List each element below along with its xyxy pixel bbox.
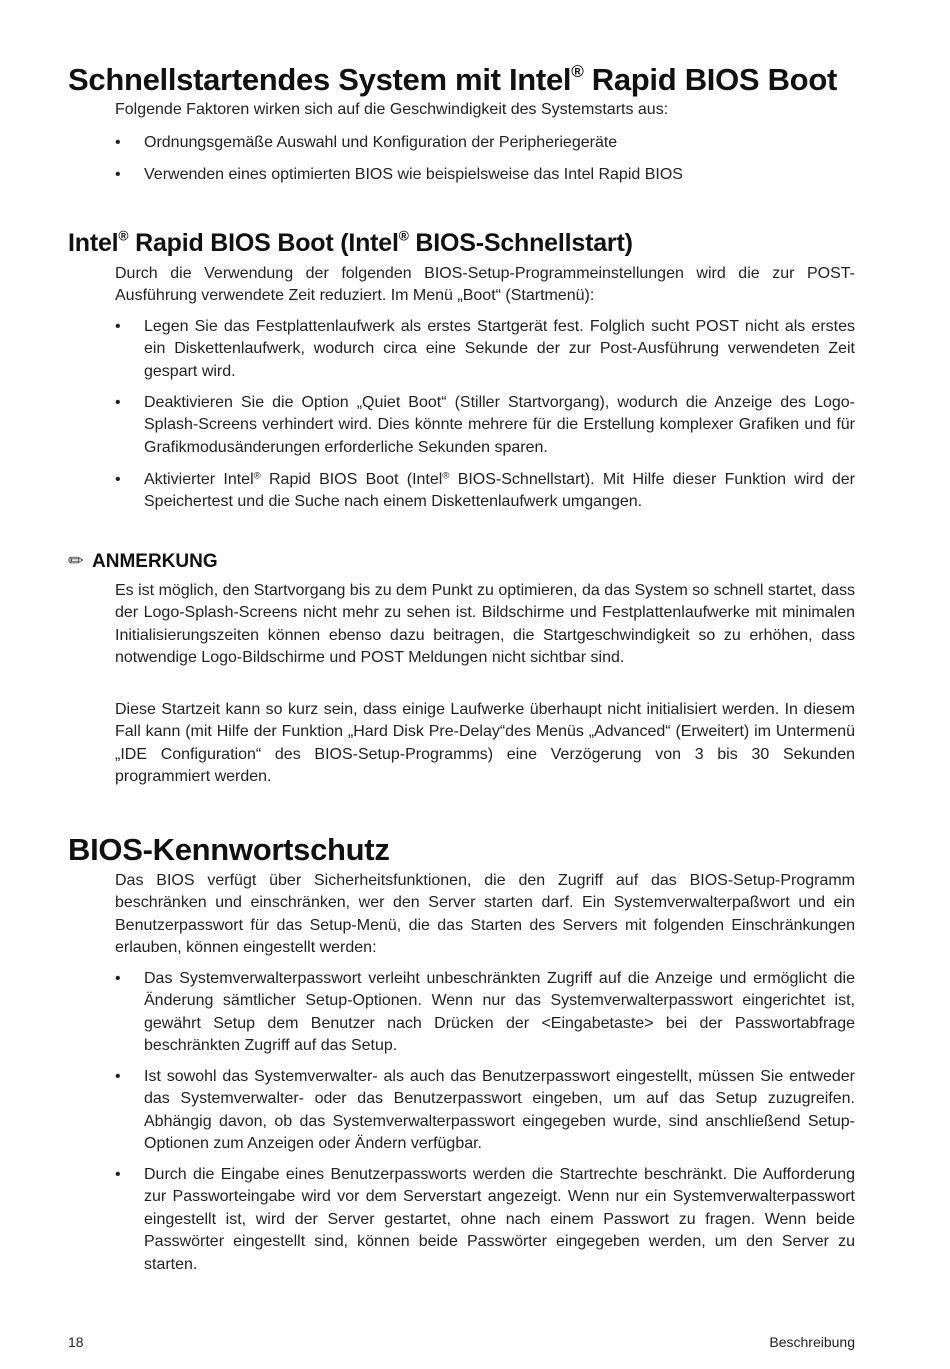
note-heading bbox=[68, 550, 218, 573]
list-item-text: Verwenden eines optimierten BIOS wie beispielsweise das Intel Rapid BIOS bbox=[144, 166, 683, 183]
heading-text: Schnellstartendes System mit Intel bbox=[68, 62, 572, 97]
registered-mark: ® bbox=[442, 470, 450, 482]
heading-text: Rapid BIOS Boot bbox=[583, 62, 837, 97]
bullet-marker: • bbox=[115, 318, 121, 335]
list-item bbox=[115, 469, 855, 514]
heading-text: Rapid BIOS Boot (Intel bbox=[128, 229, 399, 257]
page-number: 18 bbox=[68, 1334, 84, 1350]
text-run: Aktivierter Intel bbox=[144, 471, 254, 488]
list-item-text: Durch die Eingabe eines Benutzerpassworts werden die Startrechte beschränkt. Die Aufforderung zur Passworteingabe wird vor dem Serverstart angezeigt. Wenn nur ein Systemverwalterpasswort eingestellt ist, wird der Server gestartet, ohne nach einem Passwort zu fragen. Wenn beide Passwörter eingestellt sind, können beide Passwörter eingegeben werden, um den Server zu starten. bbox=[144, 1166, 855, 1273]
pencil-icon: ✏ bbox=[68, 551, 84, 572]
heading-text: BIOS-Schnellstart) bbox=[408, 229, 633, 257]
section-heading-fast-boot bbox=[68, 62, 837, 98]
bullet-marker: • bbox=[115, 394, 121, 411]
section-heading-rapid-bios-boot bbox=[68, 229, 633, 258]
list-item bbox=[115, 968, 855, 1058]
section-heading-bios-password: BIOS-Kennwortschutz bbox=[68, 832, 390, 867]
registered-mark: ® bbox=[118, 228, 129, 244]
list-item-text: Ist sowohl das Systemverwalter- als auch das Benutzerpasswort eingestellt, müssen Sie entweder das Systemverwalter- oder das Benutzerpasswort eingeben, um auf das Setup zuzugreifen. Abhängig davon, ob das Systemverwalterpasswort eingegeben wurde, sind anschließend Setup-Optionen zum Anzeigen oder Ändern verfügbar. bbox=[144, 1068, 855, 1153]
list-item-text: Legen Sie das Festplattenlaufwerk als erstes Startgerät fest. Folglich sucht POST nicht als erstes ein Diskettenlaufwerk, wodurch circa eine Sekunde der zur Post-Ausführung verwendeten Zeit gespart wird. bbox=[144, 318, 855, 380]
heading-text: Intel bbox=[68, 229, 119, 257]
list-item bbox=[115, 1164, 855, 1276]
text-run: BIOS-Schnellstart). Mit Hilfe dieser Funktion wird der Speichertest und die Suche nach einem Diskettenlaufwerk umgangen. bbox=[144, 471, 855, 511]
note-title: ANMERKUNG bbox=[92, 551, 218, 572]
bullet-marker: • bbox=[115, 166, 121, 183]
list-item-text bbox=[144, 469, 855, 514]
list-item-text: Ordnungsgemäße Auswahl und Konfiguration der Peripheriegeräte bbox=[144, 134, 618, 151]
list-item-text: Deaktivieren Sie die Option „Quiet Boot“ (Stiller Startvorgang), wodurch die Anzeige des Logo-Splash-Screens verhindert wird. Dies könnte mehrere für die Erstellung komplexer Grafiken und für Grafikmodusänderungen erforderliche Sekunden sparen. bbox=[144, 394, 855, 456]
note-paragraph-1: Es ist möglich, den Startvorgang bis zu dem Punkt zu optimieren, da das System so schnell startet, dass der Logo-Splash-Screens nicht mehr zu sehen ist. Bildschirme und Festplattenlaufwerke mit minimalen Initialisierungszeiten können ebenso dazu beitragen, die Startgeschwindigkeit so zu erhöhen, dass notwendige Logo-Bildschirme und POST Meldungen nicht sichtbar sind. bbox=[115, 582, 855, 667]
list-item bbox=[115, 132, 855, 154]
section1-intro: Folgende Faktoren wirken sich auf die Geschwindigkeit des Systemstarts aus: bbox=[115, 101, 669, 118]
registered-mark: ® bbox=[571, 62, 584, 82]
text-run: Rapid BIOS Boot (Intel bbox=[260, 471, 443, 488]
bullet-marker: • bbox=[115, 1068, 121, 1085]
bullet-marker: • bbox=[115, 970, 121, 987]
registered-mark: ® bbox=[253, 470, 261, 482]
list-item bbox=[115, 392, 855, 459]
bullet-marker: • bbox=[115, 471, 121, 488]
list-item bbox=[115, 164, 855, 186]
list-item bbox=[115, 1066, 855, 1156]
section2-intro: Durch die Verwendung der folgenden BIOS-Setup-Programmeinstellungen wird die zur POST-Ausführung verwendete Zeit reduziert. Im Menü „Boot“ (Startmenü): bbox=[115, 265, 855, 305]
bullet-marker: • bbox=[115, 134, 121, 151]
note-paragraph-2: Diese Startzeit kann so kurz sein, dass einige Laufwerke überhaupt nicht initialisiert werden. In diesem Fall kann (mit Hilfe der Funktion „Hard Disk Pre-Delay“des Menüs „Advanced“ (Erweitert) im Untermenü „IDE Configuration“ des BIOS-Setup-Programms) eine Verzögerung von 3 bis 30 Sekunden programmiert werden. bbox=[115, 701, 855, 786]
section3-intro: Das BIOS verfügt über Sicherheitsfunktionen, die den Zugriff auf das BIOS-Setup-Programm beschränken und einschränken, wer den Server starten darf. Ein Systemverwalterpaßwort und ein Benutzerpasswort für das Setup-Menü, die das Starten des Servers mit folgenden Einschränkungen erlauben, können eingestellt werden: bbox=[115, 872, 855, 957]
list-item-text: Das Systemverwalterpasswort verleiht unbeschränkten Zugriff auf die Anzeige und ermöglicht die Änderung sämtlicher Setup-Optionen. Wenn nur das Systemverwalterpasswort eingerichtet ist, gewährt Setup dem Benutzer nach Drücken der <Eingabetaste> bei der Passwortabfrage beschränkten Zugriff auf das Setup. bbox=[144, 970, 855, 1055]
registered-mark: ® bbox=[398, 228, 409, 244]
footer-section-label: Beschreibung bbox=[769, 1334, 855, 1350]
bullet-marker: • bbox=[115, 1166, 121, 1183]
list-item bbox=[115, 316, 855, 383]
